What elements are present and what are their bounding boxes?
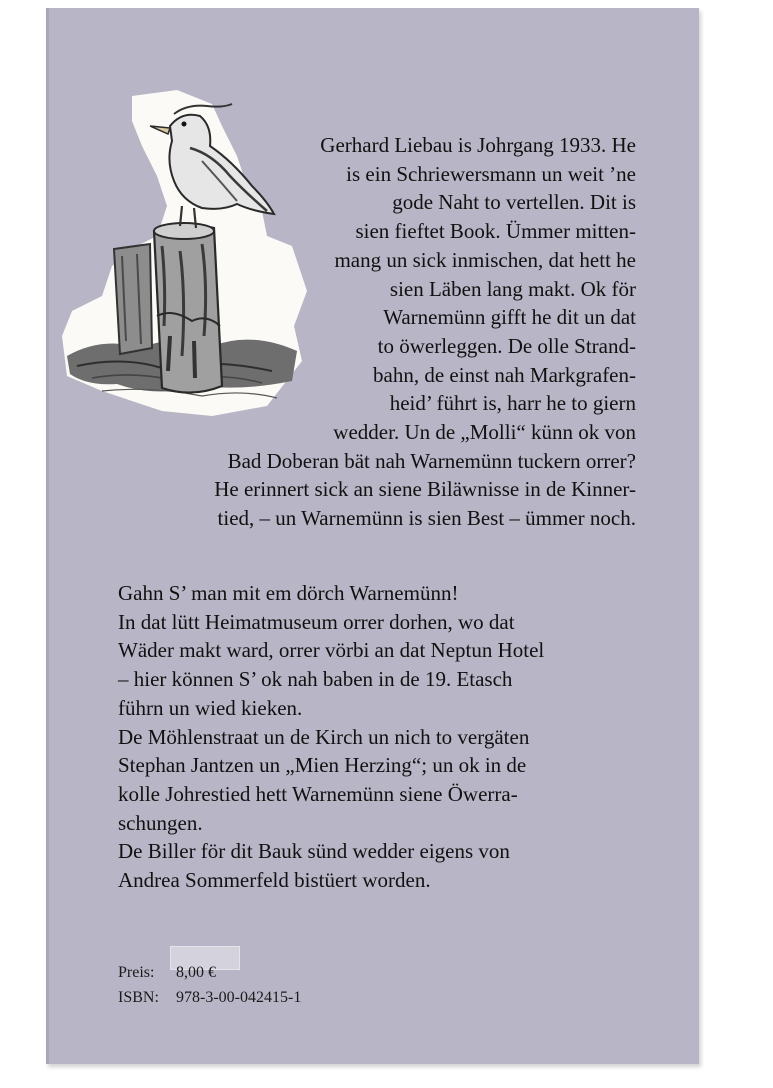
text-line: heid’ führt is, harr he to giern: [389, 391, 636, 416]
price-value: 8,00 €: [176, 964, 216, 981]
text-line: Wäder makt ward, orrer vörbi an dat Neptun Hotel: [118, 638, 545, 663]
isbn-label: ISBN:: [118, 989, 159, 1006]
price-info: [118, 960, 301, 1010]
text-line: He erinnert sick an siene Biläwnisse in de Kinner-: [214, 477, 636, 502]
tour-description: [118, 579, 638, 895]
text-line: sien fieftet Book. Ümmer mitten-: [355, 219, 636, 244]
text-line: De Möhlenstraat un de Kirch un nich to vergäten: [118, 724, 530, 749]
text-line: In dat lütt Heimatmuseum orrer dorhen, wo dat: [118, 609, 515, 634]
text-line: Warnemünn gifft he dit un dat: [383, 305, 636, 330]
text-line: tied, – un Warnemünn is sien Best – ümmer noch.: [217, 506, 636, 531]
text-line: Bad Doberan bät nah Warnemünn tuckern orrer?: [227, 448, 636, 473]
text-line: gode Naht to vertellen. Dit is: [392, 190, 636, 215]
isbn-value: 978-3-00-042415-1: [176, 989, 302, 1006]
text-line: mang un sick inmischen, dat hett he: [334, 247, 636, 272]
price-row: [118, 960, 301, 985]
text-line: is ein Schriewersmann un weit ’ne: [346, 161, 636, 186]
text-line: Stephan Jantzen un „Mien Herzing“; un ok in de: [118, 753, 527, 778]
isbn-row: [118, 985, 301, 1010]
author-description: [118, 131, 636, 533]
text-line: De Biller för dit Bauk sünd wedder eigens von: [118, 839, 510, 864]
text-line: führn un wied kieken.: [118, 695, 303, 720]
text-line: schungen.: [118, 810, 203, 835]
text-line: sien Läben lang makt. Ok för: [389, 276, 636, 301]
text-line: bahn, de einst nah Markgrafen-: [373, 362, 636, 387]
text-line: to öwerleggen. De olle Strand-: [377, 333, 636, 358]
text-line: Andrea Sommerfeld bistüert worden.: [118, 868, 431, 893]
price-label: Preis:: [118, 964, 155, 981]
text-line: – hier können S’ ok nah baben in de 19. Etasch: [118, 667, 513, 692]
text-line: kolle Johrestied hett Warnemünn siene Öwerra-: [118, 781, 518, 806]
text-line: Gahn S’ man mit em dörch Warnemünn!: [118, 581, 459, 605]
text-line: wedder. Un de „Molli“ künn ok von: [333, 420, 636, 445]
text-line: Gerhard Liebau is Johrgang 1933. He: [320, 133, 636, 157]
